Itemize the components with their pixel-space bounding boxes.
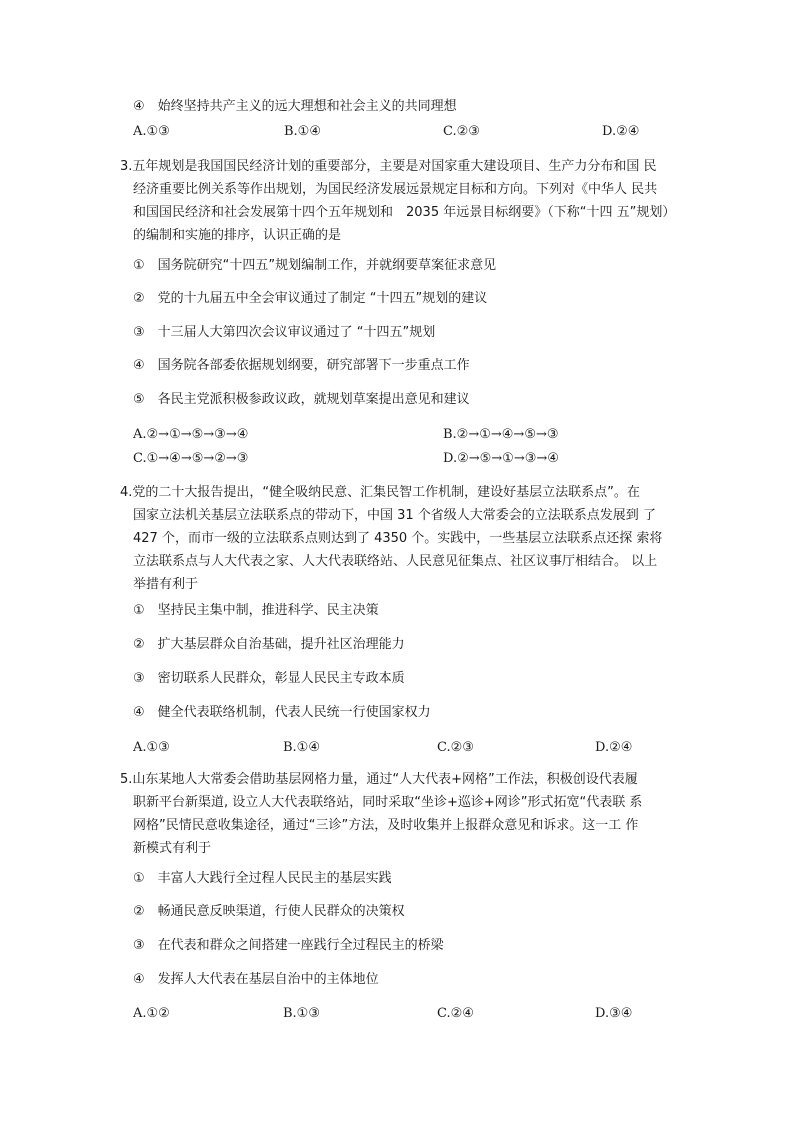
q3-item-1: ① 国务院研究“十四五”规划编制工作，并就纲要草案征求意见 bbox=[133, 258, 497, 273]
q3-option-c: C.①→④→⑤→②→③ bbox=[133, 451, 249, 466]
q4-option-d: D.②④ bbox=[595, 740, 633, 755]
q3-stem-line-1: 3.五年规划是我国国民经济计划的重要部分，主要是对国家重大建设项目、生产力分布和国 民 bbox=[120, 159, 657, 174]
q5-stem-line-3: 网格”民情民意收集途径，通过“三诊”方法，及时收集并上报群众意见和诉求。这一工 作 bbox=[133, 818, 639, 833]
q5-stem-line-2: 职新平台新渠道, 设立人大代表联络站，同时采取“坐诊+巡诊+网诊”形式拓宽“代表联 系 bbox=[133, 795, 643, 810]
q3-option-d: D.②→⑤→①→③→④ bbox=[443, 451, 559, 466]
q3-option-b: B.②→①→④→⑤→③ bbox=[443, 427, 559, 442]
q3-item-2: ② 党的十九届五中全会审议通过了制定 “十四五”规划的建议 bbox=[133, 291, 488, 306]
q3-stem-line-2: 经济重要比例关系等作出规划，为国民经济发展远景规定目标和方向。下列对《中华人 民共 bbox=[133, 182, 658, 197]
q3-item-4: ④ 国务院各部委依据规划纲要，研究部署下一步重点工作 bbox=[133, 358, 470, 373]
q2-item-4: ④ 始终坚持共产主义的远大理想和社会主义的共同理想 bbox=[133, 99, 457, 114]
q5-item-3: ③ 在代表和群众之间搭建一座践行全过程民主的桥梁 bbox=[133, 938, 444, 953]
q3-item-3: ③ 十三届人大第四次会议审议通过了 “十四五”规划 bbox=[133, 325, 436, 340]
q2-option-c: C.②③ bbox=[443, 124, 480, 139]
q3-item-5: ⑤ 各民主党派积极参政议政，就规划草案提出意见和建议 bbox=[133, 392, 470, 407]
q5-stem-line-1: 5.山东某地人大常委会借助基层网格力量，通过“人大代表+网格”工作法，积极创设代表履 bbox=[120, 772, 638, 787]
q4-item-2: ② 扩大基层群众自治基础，提升社区治理能力 bbox=[133, 637, 405, 652]
q4-stem-line-5: 举措有利于 bbox=[133, 577, 199, 592]
q4-stem-line-2: 国家立法机关基层立法联系点的带动下，中国 31 个省级人大常委会的立法联系点发展到 了 bbox=[133, 508, 656, 523]
q5-stem-line-4: 新模式有利于 bbox=[133, 841, 212, 856]
q2-option-d: D.②④ bbox=[602, 124, 640, 139]
q5-option-b: B.①③ bbox=[283, 1006, 320, 1021]
q2-option-a: A.①③ bbox=[133, 124, 170, 139]
q4-item-3: ③ 密切联系人民群众，彰显人民民主专政本质 bbox=[133, 671, 405, 686]
q4-option-c: C.②③ bbox=[437, 740, 474, 755]
q3-stem-line-4: 的编制和实施的排序，认识正确的是 bbox=[133, 228, 342, 243]
q4-stem-line-1: 4.党的二十大报告提出，“健全吸纳民意、汇集民智工作机制，建设好基层立法联系点”。在 bbox=[120, 485, 640, 500]
q5-item-2: ② 畅通民意反映渠道，行使人民群众的决策权 bbox=[133, 904, 405, 919]
q5-option-d: D.③④ bbox=[595, 1006, 633, 1021]
q4-option-b: B.①④ bbox=[283, 740, 320, 755]
q5-item-4: ④ 发挥人大代表在基层自治中的主体地位 bbox=[133, 972, 379, 987]
q5-option-a: A.①② bbox=[133, 1006, 170, 1021]
q5-item-1: ① 丰富人大践行全过程人民民主的基层实践 bbox=[133, 871, 392, 886]
q4-item-4: ④ 健全代表联络机制，代表人民统一行使国家权力 bbox=[133, 705, 431, 720]
q4-item-1: ① 坚持民主集中制，推进科学、民主决策 bbox=[133, 603, 379, 618]
q4-stem-line-3: 427 个，而市一级的立法联系点则达到了 4350 个。实践中，一些基层立法联系点还探 索将 bbox=[133, 531, 663, 546]
q2-option-b: B.①④ bbox=[284, 124, 321, 139]
q5-option-c: C.②④ bbox=[437, 1006, 474, 1021]
q3-option-a: A.②→①→⑤→③→④ bbox=[133, 427, 249, 442]
q4-stem-line-4: 立法联系点与人大代表之家、人大代表联络站、人民意见征集点、社区议事厅相结合。 以上 bbox=[133, 554, 658, 569]
q4-option-a: A.①③ bbox=[133, 740, 170, 755]
q3-stem-line-3: 和国国民经济和社会发展第十四个五年规划和 2035 年远景目标纲要》（下称“十四 五”规划） bbox=[133, 205, 676, 220]
